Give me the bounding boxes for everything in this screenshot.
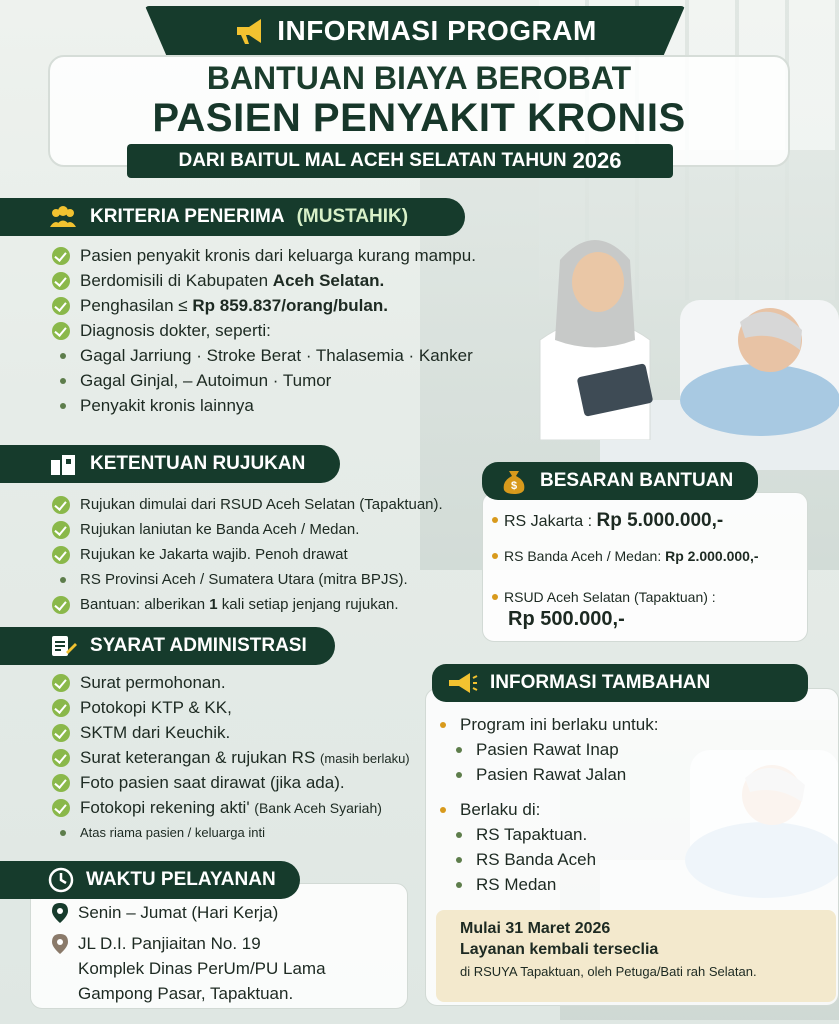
sub-item: RS Provinsi Aceh / Sumatera Utara (mitra BPJS). <box>52 567 482 592</box>
doctor-illustration <box>520 220 670 440</box>
bullet-dot-icon <box>60 577 66 583</box>
subtitle-year: 2026 <box>572 148 622 173</box>
money-bag-icon <box>500 467 528 495</box>
check-icon <box>52 546 70 564</box>
lokasi-text: di RSUYA Tapaktuan, oleh Petuga/Bati rah Selatan. <box>460 964 757 979</box>
section-waktu-title: WAKTU PELAYANAN <box>86 869 276 890</box>
section-syarat-header <box>0 627 335 665</box>
check-icon <box>52 674 70 692</box>
bullet-dot-icon <box>440 807 446 813</box>
list-item: Potokopi KTP & KK, <box>52 695 452 720</box>
section-kriteria-highlight: (MUSTAHIK) <box>296 206 409 227</box>
section-tambahan-header <box>432 664 808 702</box>
besaran-rsud-value: Rp 500.000,- <box>508 608 625 630</box>
bullet-dot-icon <box>492 594 498 600</box>
location-pin-icon <box>52 903 68 923</box>
location-pin-icon <box>52 934 68 954</box>
disease-item: Gagal Ginjal, – Autoimun · Tumor <box>52 368 532 393</box>
header-ribbon-text: INFORMASI PROGRAM <box>277 15 597 46</box>
alamat-item: JL D.I. Panjiaitan No. 19 <box>52 931 392 956</box>
bullet-dot-icon <box>60 353 66 359</box>
list-item: Diagnosis dokter, seperti: <box>52 318 532 343</box>
section-rujukan-title: KETENTUAN RUJUKAN <box>90 453 306 474</box>
check-icon <box>52 596 70 614</box>
list-item: Pasien Rawat Inap <box>440 737 700 762</box>
bullet-dot-icon <box>456 857 462 863</box>
list-item: RS Banda Aceh <box>440 847 700 872</box>
section-syarat-title: SYARAT ADMINISTRASI <box>90 635 307 656</box>
check-icon <box>52 724 70 742</box>
bullet-dot-icon <box>456 832 462 838</box>
sub-note: Atas riama pasien / keluarga inti <box>52 820 452 845</box>
list-item: RS Medan <box>440 872 700 897</box>
bullet-dot-icon <box>60 403 66 409</box>
hospital-building-icon <box>48 452 78 476</box>
check-icon <box>52 247 70 265</box>
hari-item: Senin – Jumat (Hari Kerja) <box>52 900 392 925</box>
header-ribbon-content <box>145 6 685 56</box>
title-line-1: BANTUAN BIAYA BEROBAT <box>206 60 632 96</box>
section-rujukan-header <box>0 445 340 483</box>
bullet-dot-icon <box>456 882 462 888</box>
list-item: Foto pasien saat dirawat (jika ada). <box>52 770 452 795</box>
section-tambahan-title: INFORMASI TAMBAHAN <box>490 672 711 693</box>
bullet-dot-icon <box>492 553 498 559</box>
title-line-2: PASIEN PENYAKIT KRONIS <box>152 96 686 140</box>
list-item: Rujukan ke Jakarta wajib. Penoh drawat <box>52 542 482 567</box>
syarat-list <box>52 670 452 845</box>
check-icon <box>52 749 70 767</box>
clock-icon <box>48 867 74 893</box>
check-icon <box>52 322 70 340</box>
disease-item: Gagal Jarriung · Stroke Berat · Thalasemia · Kanker <box>52 343 532 368</box>
list-item: Rujukan dimulai dari RSUD Aceh Selatan (Tapaktuan). <box>52 492 482 517</box>
mulai-date: Mulai 31 Maret 2026 <box>460 920 611 937</box>
check-icon <box>52 297 70 315</box>
check-icon <box>52 496 70 514</box>
megaphone-icon <box>233 14 267 48</box>
check-icon <box>52 272 70 290</box>
section-besaran-title: BESARAN BANTUAN <box>540 470 734 491</box>
section-besaran-header <box>482 462 758 500</box>
bullet-dot-icon <box>60 830 66 836</box>
list-item: SKTM dari Keuchik. <box>52 720 452 745</box>
megaphone-icon <box>446 670 478 696</box>
bullet-dot-icon <box>492 517 498 523</box>
people-group-icon <box>48 205 78 229</box>
list-item: Bantuan: alberikan 1 kali setiap jenjang rujukan. <box>52 592 482 617</box>
svg-text:$: $ <box>510 480 518 492</box>
besaran-rsud: RSUD Aceh Selatan (Tapaktuan) : <box>492 589 802 605</box>
bullet-dot-icon <box>456 772 462 778</box>
program-label: Program ini berlaku untuk: <box>440 712 700 737</box>
list-item: Rujukan laniutan ke Banda Aceh / Medan. <box>52 517 482 542</box>
rujukan-list <box>52 492 482 617</box>
document-edit-icon <box>48 634 78 658</box>
list-item: Fotokopi rekening akti' (Bank Aceh Syariah) <box>52 795 452 820</box>
kriteria-list <box>52 243 532 418</box>
layanan-text: Layanan kembali terseclia <box>460 941 659 958</box>
list-item: Penghasilan ≤ Rp 859.837/orang/bulan. <box>52 293 532 318</box>
waktu-list <box>52 900 392 1006</box>
list-item: Surat keterangan & rujukan RS (masih berlaku) <box>52 745 452 770</box>
alamat-line: Komplek Dinas PerUm/PU Lama <box>78 958 326 978</box>
subtitle-bar <box>127 144 673 178</box>
alamat-line: Gampong Pasar, Tapaktuan. <box>78 983 294 1003</box>
check-icon <box>52 799 70 817</box>
tambahan-list <box>440 712 700 897</box>
check-icon <box>52 521 70 539</box>
disease-item: Penyakit kronis lainnya <box>52 393 532 418</box>
bullet-dot-icon <box>60 378 66 384</box>
subtitle-text: DARI BAITUL MAL ACEH SELATAN TAHUN <box>178 150 567 171</box>
check-icon <box>52 699 70 717</box>
list-item: RS Tapaktuan. <box>440 822 700 847</box>
bullet-dot-icon <box>440 722 446 728</box>
list-item: Berdomisili di Kabupaten Aceh Selatan. <box>52 268 532 293</box>
list-item: Pasien Rawat Jalan <box>440 762 700 787</box>
section-waktu-header <box>0 861 300 899</box>
section-kriteria-header <box>0 198 465 236</box>
besaran-jakarta: RS Jakarta : Rp 5.000.000,- <box>492 510 802 532</box>
list-item: Surat permohonan. <box>52 670 452 695</box>
bullet-dot-icon <box>456 747 462 753</box>
list-item: Pasien penyakit kronis dari keluarga kurang mampu. <box>52 243 532 268</box>
section-kriteria-title: KRITERIA PENERIMA <box>90 206 285 227</box>
berlaku-label: Berlaku di: <box>440 797 700 822</box>
besaran-banda: RS Banda Aceh / Medan: Rp 2.000.000,- <box>492 548 802 564</box>
check-icon <box>52 774 70 792</box>
